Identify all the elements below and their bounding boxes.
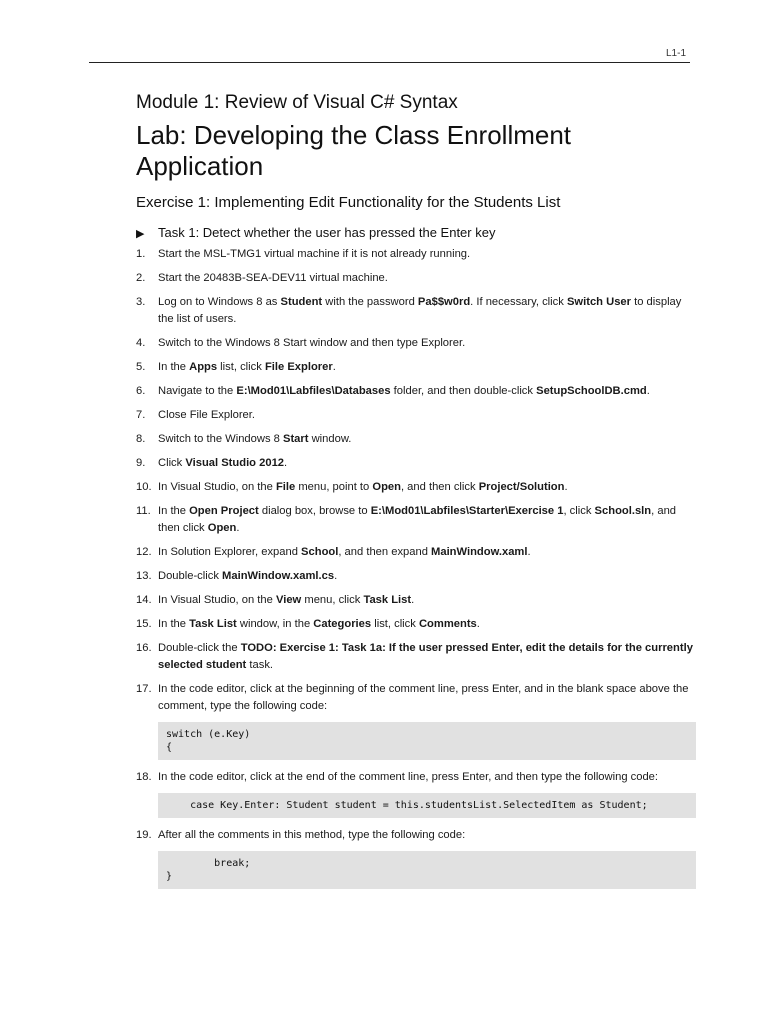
step-text	[158, 481, 568, 493]
step-text-run: Navigate to the	[158, 385, 237, 397]
step-text-bold: School.sln	[594, 505, 652, 517]
step-text-bold: File Explorer	[264, 361, 333, 373]
step-number: 14.	[136, 594, 152, 606]
step-text-run: .	[284, 457, 288, 469]
step-text-run: list, click	[217, 361, 265, 373]
step-item	[136, 479, 696, 496]
step-text-run: In the code editor, click at the beginning of the comment line, press Enter, and in the blank space above the comment, type the following code:	[158, 683, 689, 712]
step-item	[136, 503, 696, 537]
step-text-run: menu, point to	[295, 481, 373, 493]
step-text-bold: Task List	[363, 594, 412, 606]
lab-title: Lab: Developing the Class Enrollment Application	[136, 120, 572, 181]
step-text	[158, 457, 287, 469]
step-text-run: In Visual Studio, on the	[158, 594, 276, 606]
step-text-bold: View	[275, 594, 302, 606]
step-text	[158, 771, 658, 783]
step-text-run: , click	[563, 505, 595, 517]
step-text-run: .	[334, 570, 338, 582]
step-text-bold: MainWindow.xaml.cs	[222, 570, 335, 582]
step-text	[158, 683, 689, 712]
step-text-bold: Open	[207, 522, 237, 534]
step-number: 9.	[136, 457, 146, 469]
step-text-run: In the	[158, 505, 190, 517]
document-body	[136, 92, 696, 898]
step-text-bold: Switch User	[566, 296, 631, 308]
step-number: 16.	[136, 642, 152, 654]
step-text-run: window.	[308, 433, 352, 445]
step-item	[136, 769, 696, 818]
step-text	[158, 433, 351, 445]
step-text-run: In Solution Explorer, expand	[158, 546, 302, 558]
step-text-run: Switch to the Windows 8 Start window and then type Explorer.	[158, 337, 466, 349]
step-item	[136, 294, 696, 328]
step-item	[136, 681, 696, 760]
step-item	[136, 592, 696, 609]
triangle-right-icon: ▶	[136, 228, 145, 240]
step-number: 18.	[136, 771, 152, 783]
step-text-run: .	[411, 594, 415, 606]
step-text-run: . If necessary, click	[470, 296, 567, 308]
step-text	[158, 594, 414, 606]
step-list	[136, 246, 696, 889]
task-title: Task 1: Detect whether the user has pressed the Enter key	[158, 225, 496, 240]
step-number: 3.	[136, 296, 146, 308]
step-text-bold: Start	[282, 433, 309, 445]
step-text	[158, 618, 480, 630]
step-text-bold: School	[301, 546, 339, 558]
step-text-run: After all the comments in this method, type the following code:	[158, 829, 466, 841]
step-text-bold: Visual Studio 2012	[185, 457, 285, 469]
step-number: 12.	[136, 546, 152, 558]
step-text-bold: Comments	[418, 618, 477, 630]
step-text-bold: E:\Mod01\Labfiles\Starter\Exercise 1	[370, 505, 564, 517]
step-item	[136, 431, 696, 448]
step-item	[136, 455, 696, 472]
step-text-bold: SetupSchoolDB.cmd	[536, 385, 647, 397]
step-number: 15.	[136, 618, 152, 630]
step-text	[158, 248, 470, 260]
step-text-run: Click	[158, 457, 186, 469]
step-item	[136, 270, 696, 287]
step-text-run: In the	[158, 361, 190, 373]
step-text-run: .	[476, 618, 480, 630]
step-text-run: , and then expand	[338, 546, 432, 558]
step-text-run: Double-click the	[158, 642, 241, 654]
step-text-bold: Pa$$w0rd	[417, 296, 471, 308]
module-title: Module 1: Review of Visual C# Syntax	[136, 92, 458, 113]
step-text-run: Close File Explorer.	[158, 409, 255, 421]
step-text-run: task.	[246, 659, 274, 671]
step-number: 19.	[136, 829, 152, 841]
step-text-run: , and then click	[400, 481, 479, 493]
step-number: 4.	[136, 337, 146, 349]
step-text-run: In Visual Studio, on the	[158, 481, 276, 493]
step-text-run: list, click	[371, 618, 419, 630]
step-text	[158, 570, 337, 582]
page-number: L1-1	[665, 48, 686, 59]
step-text-run: Log on to Windows 8 as	[158, 296, 281, 308]
step-text-bold: TODO: Exercise 1: Task 1a: If the user pressed Enter, edit the details for the currently selected student	[158, 642, 693, 671]
step-item	[136, 407, 696, 424]
step-item	[136, 383, 696, 400]
step-text-bold: MainWindow.xaml	[431, 546, 528, 558]
step-item	[136, 568, 696, 585]
step-text-run: dialog box, browse to	[258, 505, 371, 517]
step-text	[158, 296, 681, 325]
step-number: 10.	[136, 481, 152, 493]
step-text-bold: Project/Solution	[478, 481, 565, 493]
step-number: 8.	[136, 433, 146, 445]
code-block: break; }	[158, 851, 696, 889]
step-text	[158, 505, 676, 534]
step-text-run: .	[236, 522, 240, 534]
step-text-run: In the	[158, 618, 190, 630]
step-item	[136, 827, 696, 889]
step-item	[136, 359, 696, 376]
step-number: 7.	[136, 409, 146, 421]
step-text-run: Switch to the Windows 8	[158, 433, 283, 445]
step-text-run: In the code editor, click at the end of the comment line, press Enter, and then type the following code:	[158, 771, 659, 783]
step-text-run: .	[332, 361, 336, 373]
step-number: 17.	[136, 683, 152, 695]
step-text-run: .	[646, 385, 650, 397]
step-text	[158, 385, 650, 397]
step-text	[158, 546, 531, 558]
step-text-bold: Open Project	[189, 505, 259, 517]
step-text	[158, 361, 336, 373]
step-number: 5.	[136, 361, 146, 373]
step-text-run: .	[564, 481, 568, 493]
step-text-bold: E:\Mod01\Labfiles\Databases	[236, 385, 391, 397]
step-text	[158, 829, 465, 841]
step-text-run: Double-click	[158, 570, 223, 582]
header-rule	[89, 62, 690, 63]
step-text-run: Start the MSL-TMG1 virtual machine if it is not already running.	[158, 248, 471, 260]
task-heading	[136, 225, 696, 240]
step-number: 2.	[136, 272, 146, 284]
step-text-run: to display the list of users.	[158, 296, 682, 325]
step-item	[136, 335, 696, 352]
exercise-title: Exercise 1: Implementing Edit Functionality for the Students List	[136, 194, 561, 211]
code-block: case Key.Enter: Student student = this.studentsList.SelectedItem as Student;	[158, 793, 696, 818]
step-item	[136, 616, 696, 633]
step-text-bold: Apps	[189, 361, 218, 373]
step-text-bold: Categories	[313, 618, 372, 630]
step-item	[136, 544, 696, 561]
step-number: 13.	[136, 570, 152, 582]
step-text-run: .	[527, 546, 531, 558]
step-number: 11.	[136, 505, 151, 517]
step-text-run: folder, and then double-click	[390, 385, 537, 397]
step-text-run: menu, click	[301, 594, 364, 606]
step-text-run: Start the 20483B-SEA-DEV11 virtual machine.	[158, 272, 388, 284]
step-text	[158, 272, 388, 284]
step-text-bold: Student	[280, 296, 323, 308]
code-block: switch (e.Key) {	[158, 722, 696, 760]
step-text-bold: Open	[372, 481, 401, 493]
step-text	[158, 337, 465, 349]
step-text	[158, 642, 693, 671]
step-number: 6.	[136, 385, 146, 397]
step-item	[136, 246, 696, 263]
step-number: 1.	[136, 248, 146, 260]
step-text-run: with the password	[322, 296, 418, 308]
step-text-run: , and then click	[158, 505, 677, 534]
step-text-bold: File	[275, 481, 296, 493]
step-text	[158, 409, 255, 421]
step-text-bold: Task List	[189, 618, 237, 630]
step-text-run: window, in the	[236, 618, 314, 630]
step-item	[136, 640, 696, 674]
